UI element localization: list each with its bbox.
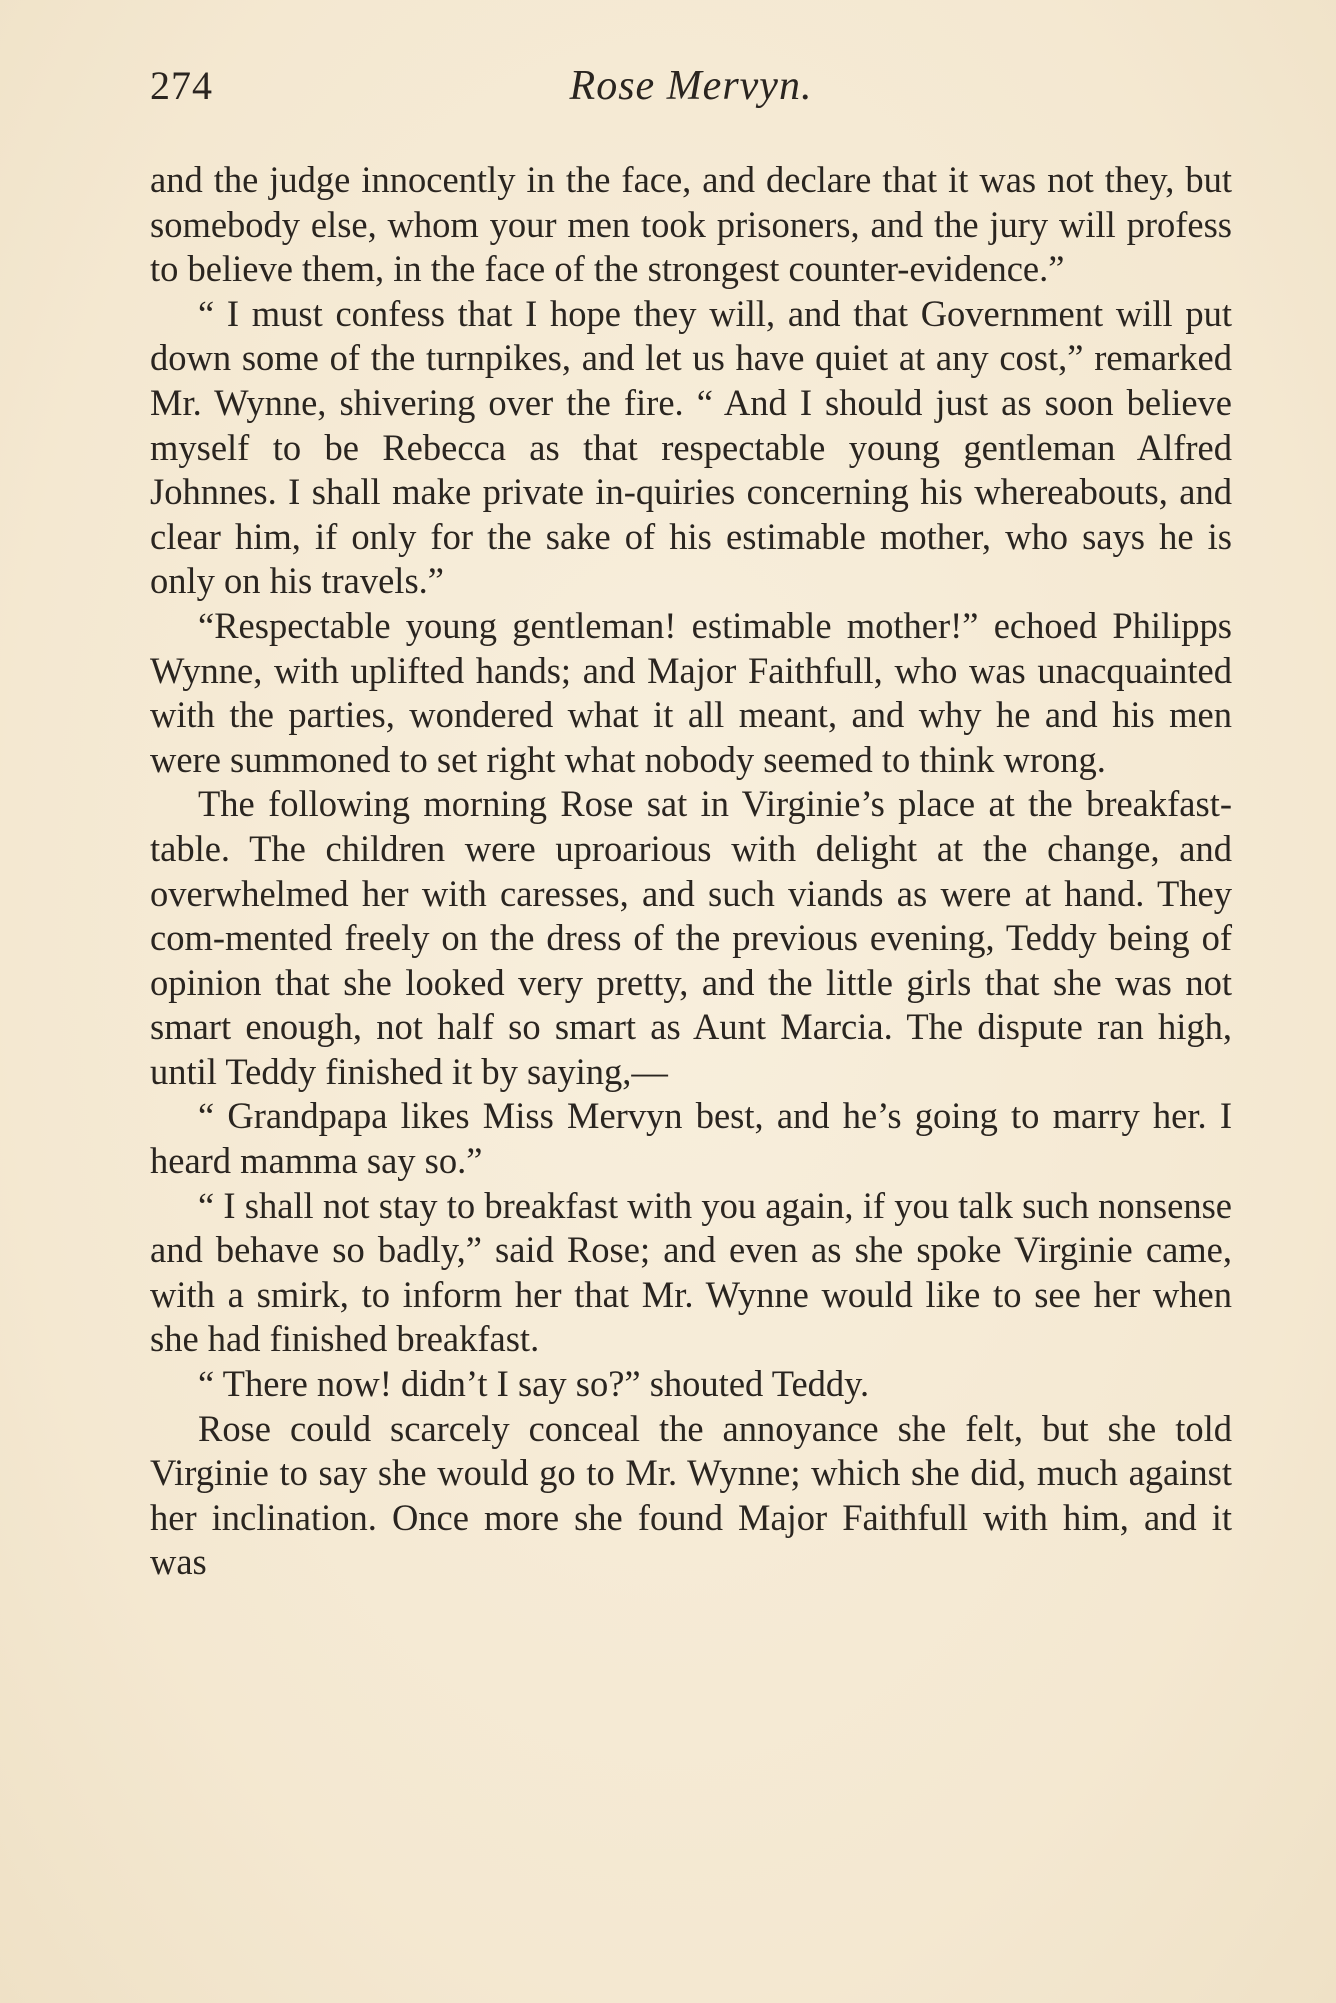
- paragraph: “Respectable young gentleman! estimable mother!” echoed Philipps Wynne, with uplifted hands; and Major Faithfull, who was unacquainted with the parties, wondered what it all meant, and why he and his men were summoned to set right what nobody seemed to think wrong.: [150, 604, 1232, 780]
- paragraph: “ I must confess that I hope they will, and that Government will put down some of the turnpikes, and let us have quiet at any cost,” remarked Mr. Wynne, shivering over the fire. “ And I should just as soon believe myself to be Rebecca as that respectable young gentleman Alfred Johnnes. I shall make private in-quiries concerning his whereabouts, and clear him, if only for the sake of his estimable mother, who says he is only on his travels.”: [150, 292, 1232, 602]
- page-header: [150, 62, 1232, 122]
- running-title: Rose Mervyn.: [569, 63, 813, 109]
- paragraph: and the judge innocently in the face, and declare that it was not they, but somebody else, whom your men took prisoners, and the jury will profess to believe them, in the face of the strongest counter-evidence.”: [150, 159, 1232, 290]
- paragraph: “ There now! didn’t I say so?” shouted Teddy.: [198, 1363, 870, 1405]
- page-number: 274: [150, 63, 213, 108]
- paragraph: Rose could scarcely conceal the annoyance she felt, but she told Virginie to say she would go to Mr. Wynne; which she did, much against her inclination. Once more she found Major Faithfull with him, and it was: [150, 1407, 1232, 1583]
- paragraph: “ I shall not stay to breakfast with you again, if you talk such nonsense and behave so badly,” said Rose; and even as she spoke Virginie came, with a smirk, to inform her that Mr. Wynne would like to see her when she had finished breakfast.: [150, 1184, 1232, 1360]
- paragraph: The following morning Rose sat in Virginie’s place at the breakfast-table. The children were uproarious with delight at the change, and overwhelmed her with caresses, and such viands as were at hand. They com-mented freely on the dress of the previous evening, Teddy being of opinion that she looked very pretty, and the little girls that she was not smart enough, not half so smart as Aunt Marcia. The dispute ran high, until Teddy finished it by saying,—: [150, 783, 1232, 1092]
- body-text: [150, 158, 1232, 1585]
- paragraph: “ Grandpapa likes Miss Mervyn best, and he’s going to marry her. I heard mamma say so.”: [150, 1095, 1232, 1182]
